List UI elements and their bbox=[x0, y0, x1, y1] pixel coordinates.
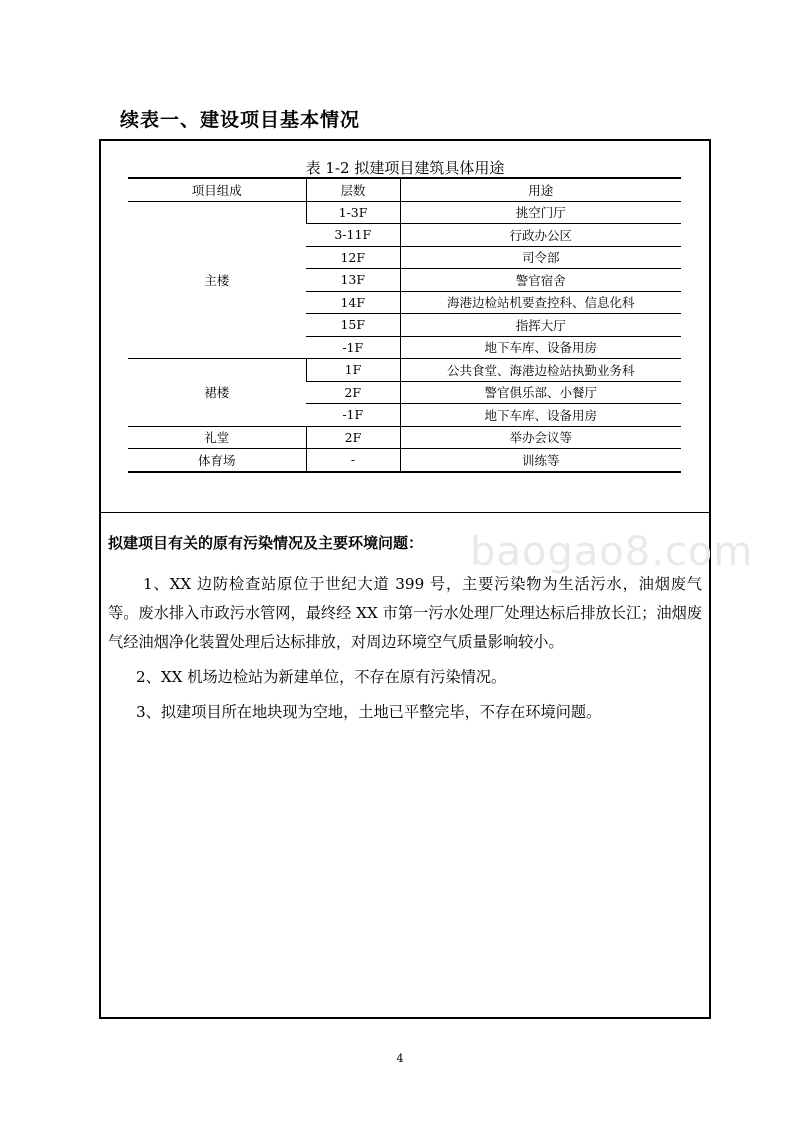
floors-cell: -1F bbox=[306, 336, 400, 359]
use-cell: 行政办公区 bbox=[400, 224, 681, 247]
column-header-floors: 层数 bbox=[306, 178, 400, 201]
floors-cell: 2F bbox=[306, 381, 400, 404]
use-cell: 司令部 bbox=[400, 246, 681, 269]
floors-cell: 15F bbox=[306, 314, 400, 337]
section-title: 拟建项目有关的原有污染情况及主要环境问题： bbox=[108, 534, 424, 552]
paragraph-1: 1、XX 边防检查站原位于世纪大道 399 号，主要污染物为生活污水，油烟废气等。废水排入市政污水管网，最终经 XX 市第一污水处理厂处理达标后排放长江；油烟废气经油烟净化装置处理后达标排放，对周边环境空气质量影响较小。 bbox=[108, 575, 702, 651]
group-name-cell: 主楼 bbox=[128, 201, 306, 359]
page-heading: 续表一、建设项目基本情况 bbox=[120, 109, 361, 131]
paragraph-3: 3、拟建项目所在地块现为空地，土地已平整完毕，不存在环境问题。 bbox=[136, 703, 602, 721]
page-number: 4 bbox=[396, 1052, 404, 1065]
group-name-cell: 裙楼 bbox=[128, 359, 306, 427]
use-cell: 指挥大厅 bbox=[400, 314, 681, 337]
floors-cell: - bbox=[306, 449, 400, 472]
use-cell: 挑空门厅 bbox=[400, 201, 681, 224]
use-cell: 地下车库、设备用房 bbox=[400, 404, 681, 427]
column-header-use: 用途 bbox=[400, 178, 681, 201]
floors-cell: 14F bbox=[306, 291, 400, 314]
table-header-row bbox=[128, 178, 681, 201]
table-row bbox=[128, 359, 681, 382]
table-row bbox=[128, 426, 681, 449]
table-caption: 表 1-2 拟建项目建筑具体用途 bbox=[305, 159, 505, 177]
use-cell: 海港边检站机要查控科、信息化科 bbox=[400, 291, 681, 314]
building-usage-table bbox=[128, 177, 681, 473]
use-cell: 地下车库、设备用房 bbox=[400, 336, 681, 359]
table-row bbox=[128, 449, 681, 472]
group-name-cell: 礼堂 bbox=[128, 426, 306, 449]
column-header-component: 项目组成 bbox=[128, 178, 306, 201]
form-frame bbox=[99, 139, 711, 1019]
use-cell: 训练等 bbox=[400, 449, 681, 472]
floors-cell: 13F bbox=[306, 269, 400, 292]
floors-cell: 12F bbox=[306, 246, 400, 269]
section-divider bbox=[101, 512, 709, 513]
paragraph-2: 2、XX 机场边检站为新建单位，不存在原有污染情况。 bbox=[136, 668, 507, 686]
floors-cell: 3-11F bbox=[306, 224, 400, 247]
floors-cell: 1F bbox=[306, 359, 400, 382]
table-row bbox=[128, 201, 681, 224]
use-cell: 公共食堂、海港边检站执勤业务科 bbox=[400, 359, 681, 382]
watermark: baogao8.com bbox=[470, 529, 754, 575]
floors-cell: 2F bbox=[306, 426, 400, 449]
floors-cell: -1F bbox=[306, 404, 400, 427]
floors-cell: 1-3F bbox=[306, 201, 400, 224]
group-name-cell: 体育场 bbox=[128, 449, 306, 472]
use-cell: 举办会议等 bbox=[400, 426, 681, 449]
use-cell: 警官俱乐部、小餐厅 bbox=[400, 381, 681, 404]
use-cell: 警官宿舍 bbox=[400, 269, 681, 292]
